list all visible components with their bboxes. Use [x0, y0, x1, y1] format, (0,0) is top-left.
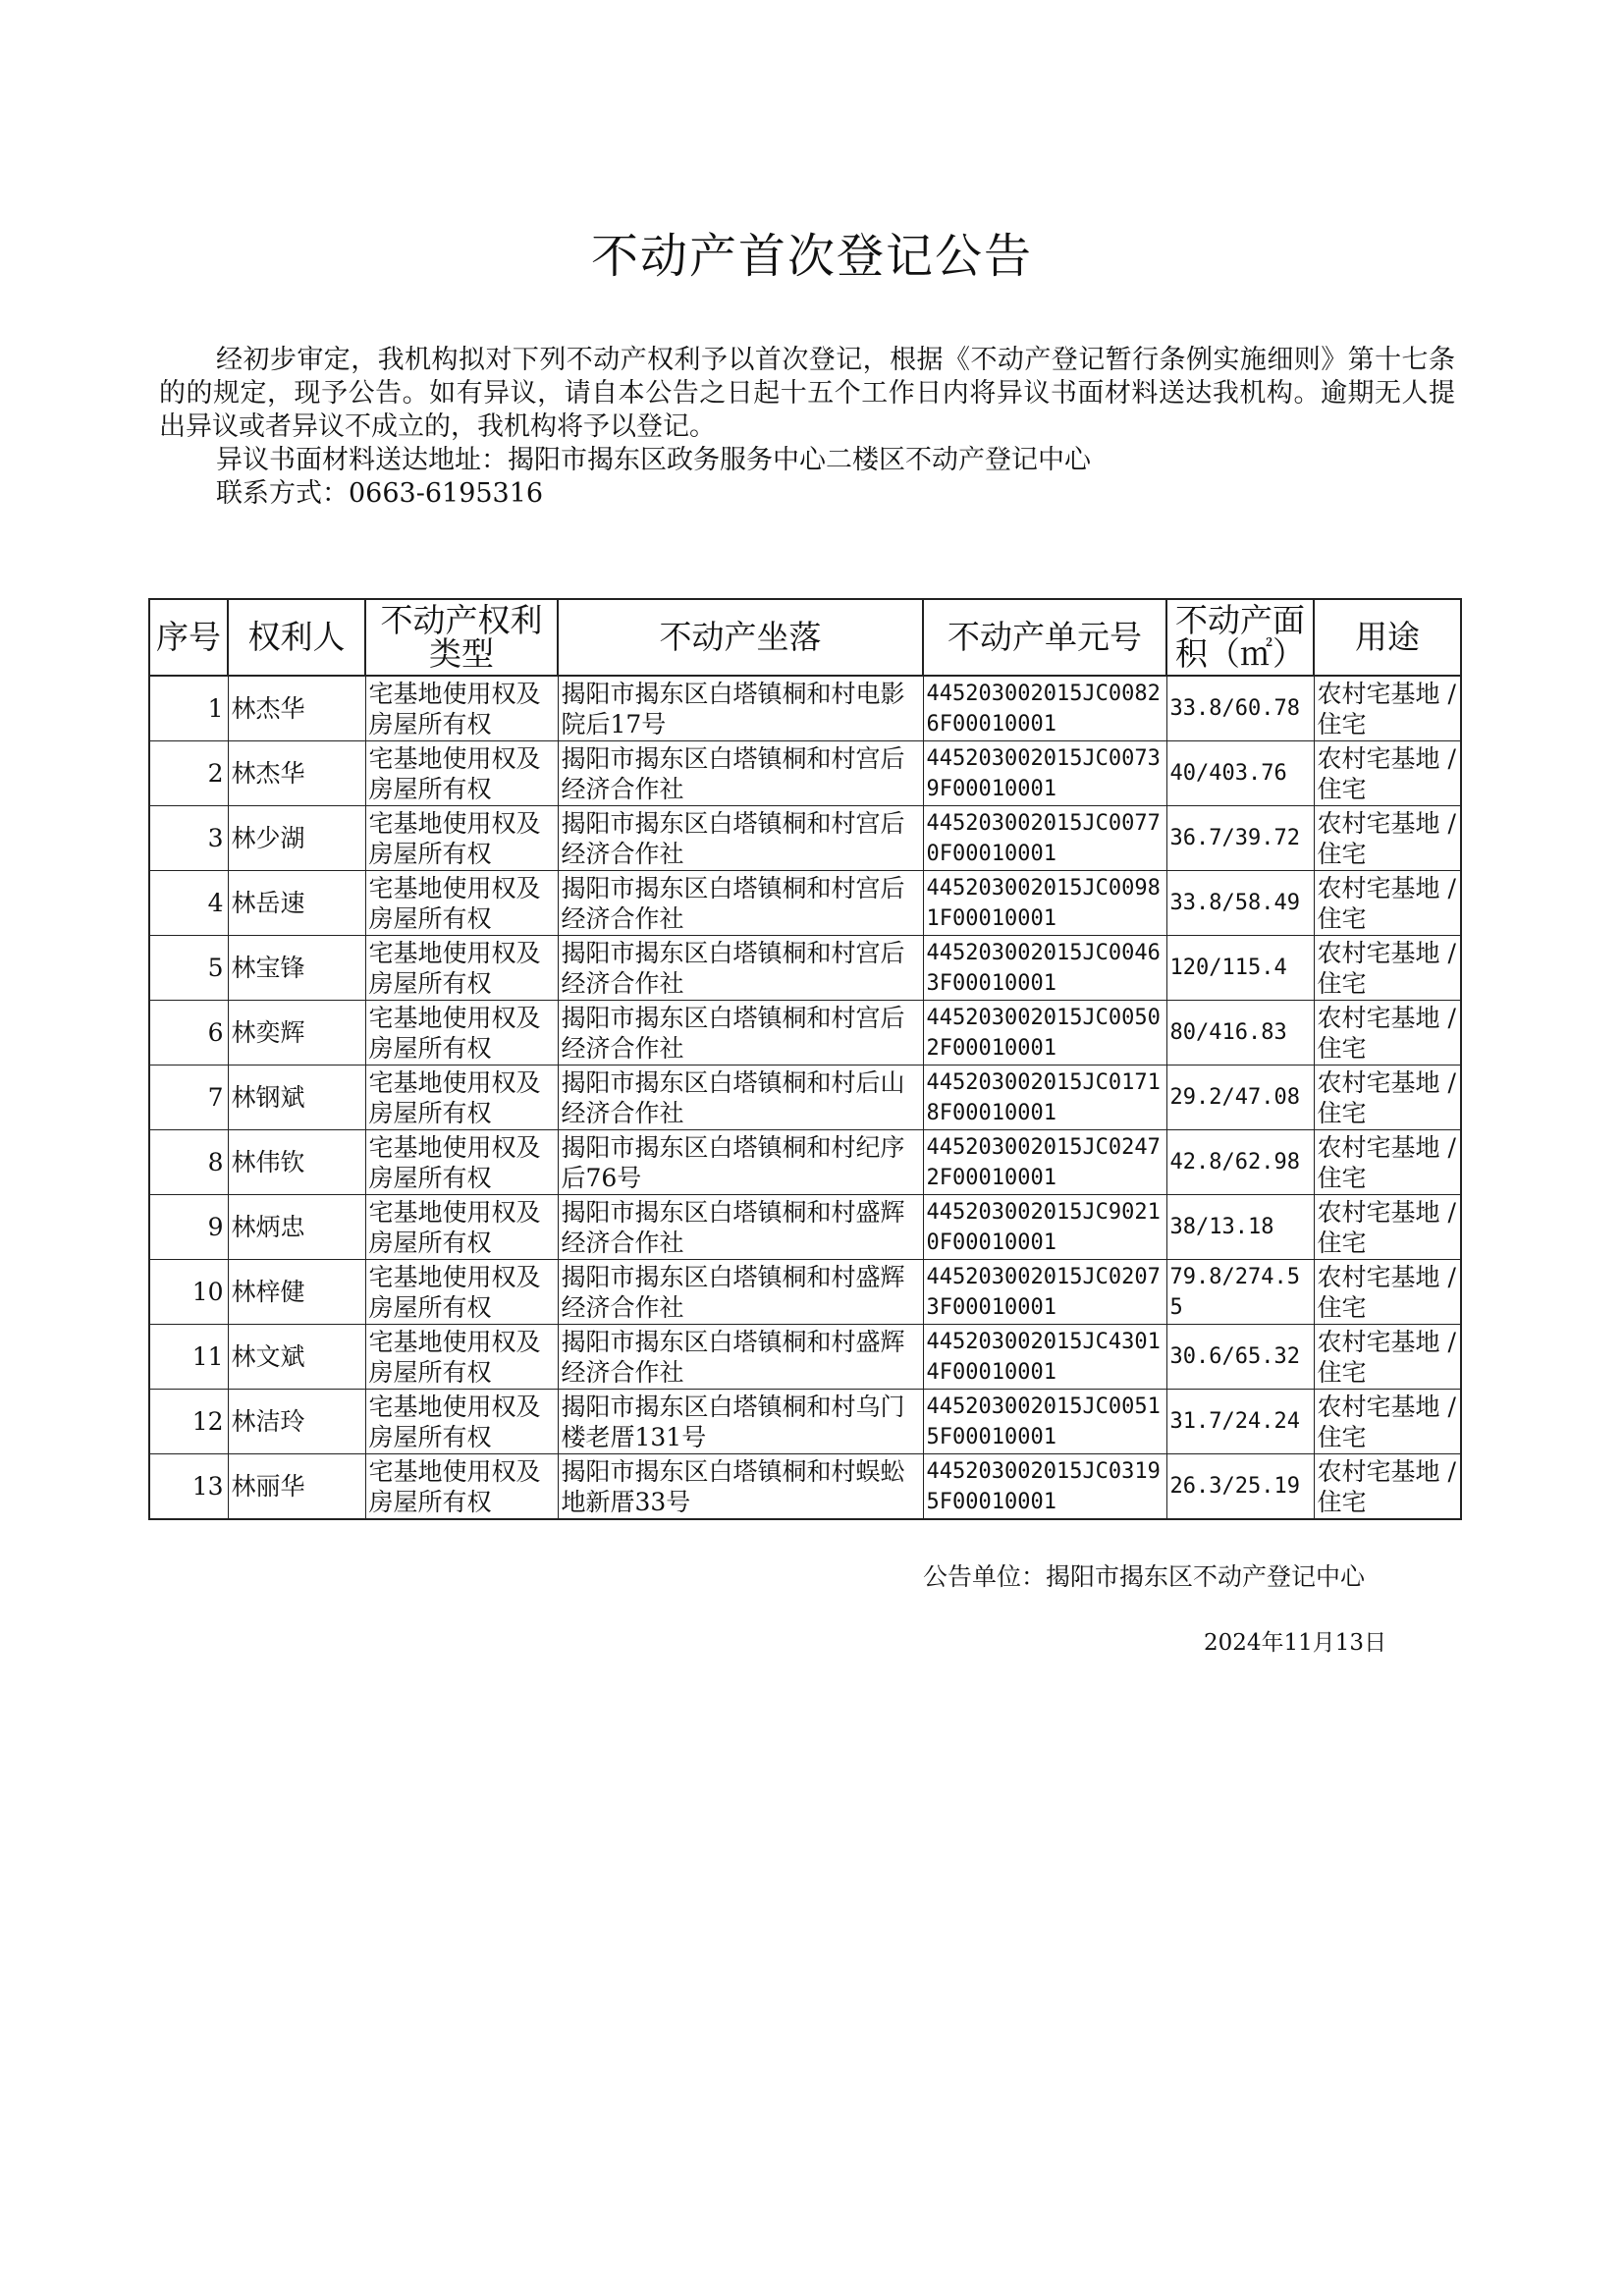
- property-area: 33.8/60.78: [1166, 676, 1314, 741]
- right-type: 宅基地使用权及房屋所有权: [365, 1066, 558, 1130]
- property-area: 42.8/62.98: [1166, 1130, 1314, 1195]
- unit-number: 445203002015JC00826F00010001: [923, 676, 1166, 741]
- property-use: 农村宅基地 / 住宅: [1314, 1325, 1461, 1390]
- property-use: 农村宅基地 / 住宅: [1314, 936, 1461, 1001]
- property-location: 揭阳市揭东区白塔镇桐和村宫后经济合作社: [558, 741, 923, 806]
- property-area: 29.2/47.08: [1166, 1066, 1314, 1130]
- table-row: [149, 1325, 1461, 1390]
- owner-name: 林杰华: [228, 676, 365, 741]
- row-number: 1: [149, 676, 228, 741]
- owner-name: 林梓健: [228, 1260, 365, 1325]
- property-use: 农村宅基地 / 住宅: [1314, 1066, 1461, 1130]
- unit-number: 445203002015JC43014F00010001: [923, 1325, 1166, 1390]
- owner-name: 林奕辉: [228, 1001, 365, 1066]
- property-use: 农村宅基地 / 住宅: [1314, 1001, 1461, 1066]
- right-type: 宅基地使用权及房屋所有权: [365, 871, 558, 936]
- right-type: 宅基地使用权及房屋所有权: [365, 1195, 558, 1260]
- right-type: 宅基地使用权及房屋所有权: [365, 806, 558, 871]
- page-title: 不动产首次登记公告: [590, 229, 1033, 284]
- owner-name: 林杰华: [228, 741, 365, 806]
- property-use: 农村宅基地 / 住宅: [1314, 741, 1461, 806]
- right-type: 宅基地使用权及房屋所有权: [365, 1130, 558, 1195]
- table-row: [149, 1454, 1461, 1520]
- property-use: 农村宅基地 / 住宅: [1314, 676, 1461, 741]
- table-row: [149, 1195, 1461, 1260]
- unit-number: 445203002015JC00515F00010001: [923, 1390, 1166, 1454]
- unit-number: 445203002015JC02073F00010001: [923, 1260, 1166, 1325]
- unit-number: 445203002015JC02472F00010001: [923, 1130, 1166, 1195]
- property-location: 揭阳市揭东区白塔镇桐和村宫后经济合作社: [558, 871, 923, 936]
- property-use: 农村宅基地 / 住宅: [1314, 1390, 1461, 1454]
- property-location: 揭阳市揭东区白塔镇桐和村盛辉经济合作社: [558, 1260, 923, 1325]
- owner-name: 林岳速: [228, 871, 365, 936]
- property-use: 农村宅基地 / 住宅: [1314, 806, 1461, 871]
- unit-number: 445203002015JC00739F00010001: [923, 741, 1166, 806]
- right-type: 宅基地使用权及房屋所有权: [365, 1390, 558, 1454]
- notice-date: 2024年11月13日: [1204, 1630, 1387, 1656]
- issuing-organization: 公告单位：揭阳市揭东区不动产登记中心: [923, 1562, 1366, 1591]
- table-row: [149, 1390, 1461, 1454]
- right-type: 宅基地使用权及房屋所有权: [365, 1454, 558, 1520]
- table-row: [149, 741, 1461, 806]
- row-number: 2: [149, 741, 228, 806]
- table-row: [149, 676, 1461, 741]
- unit-number: 445203002015JC00502F00010001: [923, 1001, 1166, 1066]
- property-location: 揭阳市揭东区白塔镇桐和村盛辉经济合作社: [558, 1195, 923, 1260]
- property-area: 30.6/65.32: [1166, 1325, 1314, 1390]
- property-use: 农村宅基地 / 住宅: [1314, 1195, 1461, 1260]
- row-number: 4: [149, 871, 228, 936]
- right-type: 宅基地使用权及房屋所有权: [365, 676, 558, 741]
- table-row: [149, 936, 1461, 1001]
- table-row: [149, 1001, 1461, 1066]
- row-number: 3: [149, 806, 228, 871]
- property-area: 36.7/39.72: [1166, 806, 1314, 871]
- header-owner: 权利人: [228, 599, 365, 676]
- header-unit-number: 不动产单元号: [923, 599, 1166, 676]
- property-location: 揭阳市揭东区白塔镇桐和村纪序后76号: [558, 1130, 923, 1195]
- property-area: 31.7/24.24: [1166, 1390, 1314, 1454]
- property-location: 揭阳市揭东区白塔镇桐和村宫后经济合作社: [558, 1001, 923, 1066]
- property-location: 揭阳市揭东区白塔镇桐和村宫后经济合作社: [558, 806, 923, 871]
- table-row: [149, 1066, 1461, 1130]
- table-row: [149, 1260, 1461, 1325]
- property-location: 揭阳市揭东区白塔镇桐和村蜈蚣地新厝33号: [558, 1454, 923, 1520]
- header-no: 序号: [149, 599, 228, 676]
- row-number: 9: [149, 1195, 228, 1260]
- property-location: 揭阳市揭东区白塔镇桐和村后山经济合作社: [558, 1066, 923, 1130]
- owner-name: 林少湖: [228, 806, 365, 871]
- owner-name: 林钢斌: [228, 1066, 365, 1130]
- property-location: 揭阳市揭东区白塔镇桐和村宫后经济合作社: [558, 936, 923, 1001]
- owner-name: 林丽华: [228, 1454, 365, 1520]
- property-area: 120/115.4: [1166, 936, 1314, 1001]
- table-row: [149, 1130, 1461, 1195]
- table-header-row: [149, 599, 1461, 676]
- property-area: 26.3/25.19: [1166, 1454, 1314, 1520]
- row-number: 6: [149, 1001, 228, 1066]
- row-number: 7: [149, 1066, 228, 1130]
- header-location: 不动产坐落: [558, 599, 923, 676]
- property-area: 33.8/58.49: [1166, 871, 1314, 936]
- row-number: 13: [149, 1454, 228, 1520]
- notice-paragraph: 经初步审定，我机构拟对下列不动产权利予以首次登记，根据《不动产登记暂行条例实施细则》第十七条的的规定，现予公告。如有异议，请自本公告之日起十五个工作日内将异议书面材料送达我机构。逾期无人提出异议或者异议不成立的，我机构将予以登记。: [159, 345, 1455, 442]
- unit-number: 445203002015JC00770F00010001: [923, 806, 1166, 871]
- owner-name: 林炳忠: [228, 1195, 365, 1260]
- owner-name: 林文斌: [228, 1325, 365, 1390]
- row-number: 8: [149, 1130, 228, 1195]
- property-use: 农村宅基地 / 住宅: [1314, 871, 1461, 936]
- objection-address: 异议书面材料送达地址：揭阳市揭东区政务服务中心二楼区不动产登记中心: [216, 445, 1091, 475]
- notice-intro: [159, 344, 1455, 511]
- owner-name: 林洁玲: [228, 1390, 365, 1454]
- property-area: 80/416.83: [1166, 1001, 1314, 1066]
- registration-table: [148, 598, 1462, 1520]
- owner-name: 林宝锋: [228, 936, 365, 1001]
- property-area: 40/403.76: [1166, 741, 1314, 806]
- table-row: [149, 871, 1461, 936]
- header-area: 不动产面积（㎡）: [1166, 599, 1314, 676]
- contact-info: 联系方式：0663-6195316: [216, 478, 544, 509]
- table-row: [149, 806, 1461, 871]
- property-area: 38/13.18: [1166, 1195, 1314, 1260]
- right-type: 宅基地使用权及房屋所有权: [365, 1325, 558, 1390]
- header-right-type: 不动产权利类型: [365, 599, 558, 676]
- table-body: [149, 676, 1461, 1519]
- row-number: 11: [149, 1325, 228, 1390]
- unit-number: 445203002015JC00463F00010001: [923, 936, 1166, 1001]
- header-use: 用途: [1314, 599, 1461, 676]
- row-number: 5: [149, 936, 228, 1001]
- right-type: 宅基地使用权及房屋所有权: [365, 1260, 558, 1325]
- property-location: 揭阳市揭东区白塔镇桐和村电影院后17号: [558, 676, 923, 741]
- property-use: 农村宅基地 / 住宅: [1314, 1260, 1461, 1325]
- property-location: 揭阳市揭东区白塔镇桐和村乌门楼老厝131号: [558, 1390, 923, 1454]
- unit-number: 445203002015JC03195F00010001: [923, 1454, 1166, 1520]
- property-use: 农村宅基地 / 住宅: [1314, 1454, 1461, 1520]
- right-type: 宅基地使用权及房屋所有权: [365, 936, 558, 1001]
- unit-number: 445203002015JC90210F00010001: [923, 1195, 1166, 1260]
- owner-name: 林伟钦: [228, 1130, 365, 1195]
- unit-number: 445203002015JC01718F00010001: [923, 1066, 1166, 1130]
- property-location: 揭阳市揭东区白塔镇桐和村盛辉经济合作社: [558, 1325, 923, 1390]
- row-number: 12: [149, 1390, 228, 1454]
- unit-number: 445203002015JC00981F00010001: [923, 871, 1166, 936]
- property-use: 农村宅基地 / 住宅: [1314, 1130, 1461, 1195]
- right-type: 宅基地使用权及房屋所有权: [365, 741, 558, 806]
- right-type: 宅基地使用权及房屋所有权: [365, 1001, 558, 1066]
- row-number: 10: [149, 1260, 228, 1325]
- property-area: 79.8/274.55: [1166, 1260, 1314, 1325]
